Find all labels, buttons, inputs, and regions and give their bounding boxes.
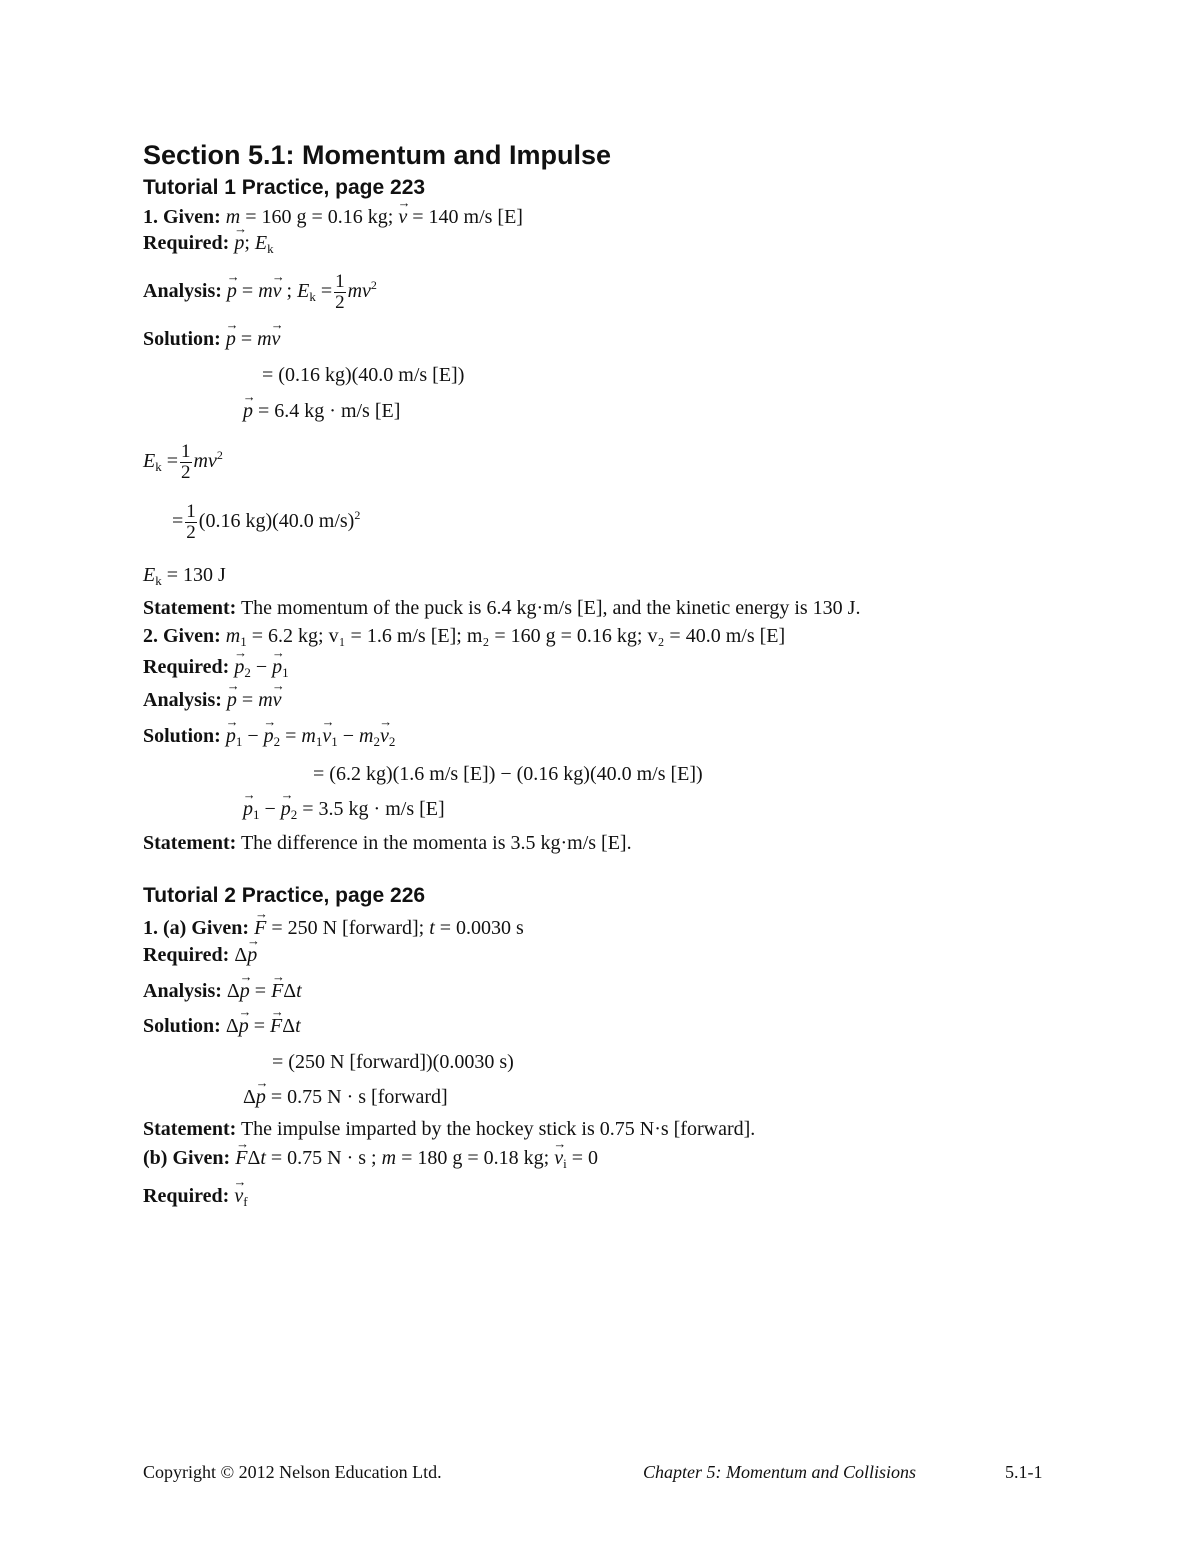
- q2-statement-text: The difference in the momenta is 3.5 kg·m/s [E].: [240, 832, 632, 854]
- qb-given: (b) Given: → FΔt = 0.75 N · s ; m = 180 g = 0.18 kg; → $v_i = 0$: [143, 1148, 598, 1170]
- q1-given-label: 1. Given:: [143, 206, 221, 228]
- q2-given-text: = 6.2 kg; v₁ = 1.6 m/s [E]; m₂ = 160 g = 0.16 kg; v₂ = 40.0 m/s [E]: [251, 625, 786, 647]
- q1-ek-step: = $\frac{1}{2}$ (0.16 kg)(40.0 m/s)$^2$: [172, 501, 361, 543]
- section-title: Section 5.1: Momentum and Impulse: [143, 140, 612, 170]
- qa-statement: Statement: The impulse imparted by the hockey stick is 0.75 N·s [forward].: [143, 1118, 756, 1140]
- tutorial2-heading: Tutorial 2 Practice, page 226: [143, 884, 426, 907]
- q1-analysis-text: → p = m→ v ; $E_k$ = $\frac{1}{2}$ $mv^2$: [227, 280, 377, 302]
- q2-given-label: 2. Given:: [143, 625, 221, 647]
- qb-given-label: (b) Given:: [143, 1147, 231, 1169]
- q1-given-text: = 160 g = 0.16 kg; → v = 140 m/s [E]: [245, 206, 523, 228]
- q1-solution-text: → p = m→ v: [226, 328, 281, 350]
- q1-required-text: → p; $E_k$: [234, 232, 273, 254]
- q2-statement: Statement: The difference in the momenta is 3.5 kg·m/s [E].: [143, 832, 632, 854]
- q1-analysis-label: Analysis:: [143, 280, 222, 303]
- q2-solution: Solution: → $p_1$ − → $p_2 = m_1\to v_1 - m_2\to v_2$: [143, 726, 395, 748]
- qa-required: Required: Δ→ p: [143, 945, 257, 965]
- q1-ek-result: $E_k = 130$ J: [143, 564, 226, 588]
- q2-solution-result: → $p_1$ − → $p_2 = 3.5$ kg · m/s [E]: [243, 799, 445, 821]
- q2-required: Required: → $p_2$ − → $p_1$: [143, 657, 289, 679]
- qa-given: 1. (a) Given: → F = 250 N [forward]; t = 0.0030 s: [143, 918, 524, 938]
- qa-solution-result: Δ→ p = 0.75 N · s [forward]: [243, 1087, 448, 1107]
- qa-solution-step: = (250 N [forward])(0.0030 s): [272, 1051, 514, 1073]
- q1-analysis: [143, 272, 377, 313]
- qa-statement-text: The impulse imparted by the hockey stick is 0.75 N·s [forward].: [240, 1118, 756, 1140]
- q2-analysis: Analysis: → p = m→ v: [143, 690, 282, 710]
- q1-ek-formula: $E_k$ = $\frac{1}{2}$ $mv^2$: [143, 441, 223, 483]
- qa-given-label: 1. (a) Given:: [143, 917, 250, 939]
- q2-given: 2. Given: $m_1 = 6.2$ kg; v₁ = 1.6 m/s [E]; m₂ = 160 g = 0.16 kg; v₂ = 40.0 m/s [E]: [143, 625, 786, 649]
- q1-required-label: Required:: [143, 232, 230, 254]
- q1-given-m: m: [225, 206, 241, 228]
- footer-chapter: Chapter 5: Momentum and Collisions: [643, 1462, 916, 1482]
- q1-statement: Statement: The momentum of the puck is 6.4 kg·m/s [E], and the kinetic energy is 130 J.: [143, 597, 861, 619]
- qa-analysis: Analysis: Δ→ p = → FΔt: [143, 981, 302, 1001]
- q1-solution-step: = (0.16 kg)(40.0 m/s [E]): [262, 364, 465, 386]
- q1-solution: [143, 329, 280, 349]
- qa-solution: Solution: Δ→ p = → FΔt: [143, 1016, 301, 1036]
- tutorial1-heading: Tutorial 1 Practice, page 223: [143, 176, 426, 199]
- q1-given: [143, 207, 523, 227]
- q1-required: [143, 233, 274, 255]
- qb-required: Required: → $v_f$: [143, 1186, 248, 1208]
- footer-page-number: 5.1-1: [1005, 1462, 1043, 1482]
- q2-solution-step: = (6.2 kg)(1.6 m/s [E]) − (0.16 kg)(40.0 m/s [E]): [313, 763, 703, 785]
- q1-statement-text: The momentum of the puck is 6.4 kg·m/s [E], and the kinetic energy is 130 J.: [240, 597, 861, 619]
- q1-solution-label: Solution:: [143, 328, 221, 350]
- footer-copyright: Copyright © 2012 Nelson Education Ltd.: [143, 1462, 442, 1482]
- q1-solution-result: → p = 6.4 kg · m/s [E]: [243, 401, 400, 421]
